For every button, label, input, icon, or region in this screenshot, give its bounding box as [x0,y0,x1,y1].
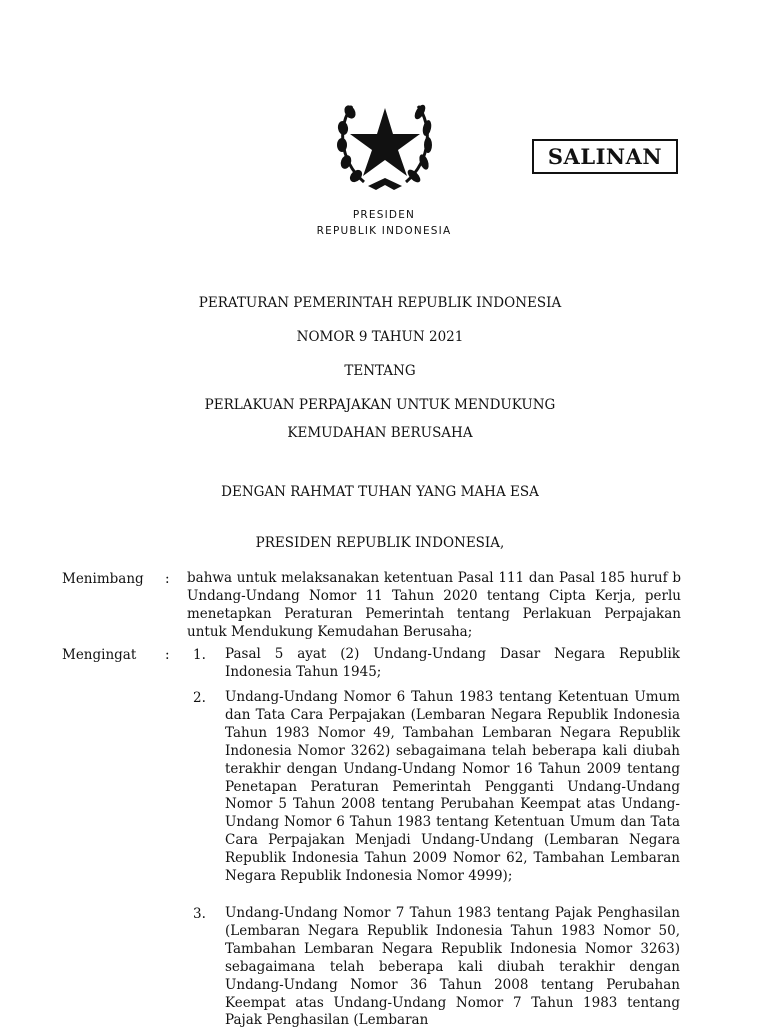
regulation-tentang: TENTANG [344,363,416,379]
mengingat-item-number: 1. [193,647,206,663]
mengingat-item-number: 2. [193,690,206,706]
menimbang-colon: : [165,571,170,587]
mengingat-colon: : [165,647,170,663]
mengingat-item-number: 3. [193,906,206,922]
header-caption-republik: REPUBLIK INDONESIA [316,225,452,237]
mengingat-label: Mengingat [62,647,137,663]
regulation-subject-line1: PERLAKUAN PERPAJAKAN UNTUK MENDUKUNG [204,397,556,413]
header-caption-presiden: PRESIDEN [352,209,416,221]
regulation-title: PERATURAN PEMERINTAH REPUBLIK INDONESIA [198,295,562,311]
garuda-emblem-icon [330,90,440,196]
regulation-subject-line2: KEMUDAHAN BERUSAHA [287,425,473,441]
preamble-president: PRESIDEN REPUBLIK INDONESIA, [255,535,505,551]
mengingat-item-text: Undang-Undang Nomor 7 Tahun 1983 tentang Pajak Penghasilan (Lembaran Negara Republik Indonesia Tahun 1983 Nomor 50, Tambahan Lembaran Negara Republik Indonesia Nomor 3263) sebagaimana telah beberapa kali diubah terakhir dengan Undang-Undang Nomor 36 Tahun 2008 tentang Perubahan Keempat atas Undang-Undang Nomor 7 Tahun 1983 tentang Pajak Penghasilan (Lembaran [225,905,680,1029]
regulation-number: NOMOR 9 TAHUN 2021 [296,329,464,345]
menimbang-label: Menimbang [62,571,144,587]
mengingat-item-text: Undang-Undang Nomor 6 Tahun 1983 tentang Ketentuan Umum dan Tata Cara Perpajakan (Lembaran Negara Republik Indonesia Tahun 1983 Nomor 49, Tambahan Lembaran Negara Republik Indonesia Nomor 3262) sebagaimana telah beberapa kali diubah terakhir dengan Undang-Undang Nomor 16 Tahun 2009 tentang Penetapan Peraturan Pemerintah Pengganti Undang-Undang Nomor 5 Tahun 2008 tentang Perubahan Keempat atas Undang-Undang Nomor 6 Tahun 1983 tentang Ketentuan Umum dan Tata Cara Perpajakan Menjadi Undang-Undang (Lembaran Negara Republik Indonesia Tahun 2009 Nomor 62, Tambahan Lembaran Negara Republik Indonesia Nomor 4999); [225,689,680,885]
salinan-stamp: SALINAN [532,139,678,174]
preamble-invocation: DENGAN RAHMAT TUHAN YANG MAHA ESA [221,484,539,500]
mengingat-item-text: Pasal 5 ayat (2) Undang-Undang Dasar Negara Republik Indonesia Tahun 1945; [225,646,680,680]
menimbang-text: bahwa untuk melaksanakan ketentuan Pasal 111 dan Pasal 185 huruf b Undang-Undang Nomor 11 Tahun 2020 tentang Cipta Kerja, perlu menetapkan Peraturan Pemerintah tentang Perlakuan Perpajakan untuk Mendukung Kemudahan Berusaha; [187,570,681,640]
